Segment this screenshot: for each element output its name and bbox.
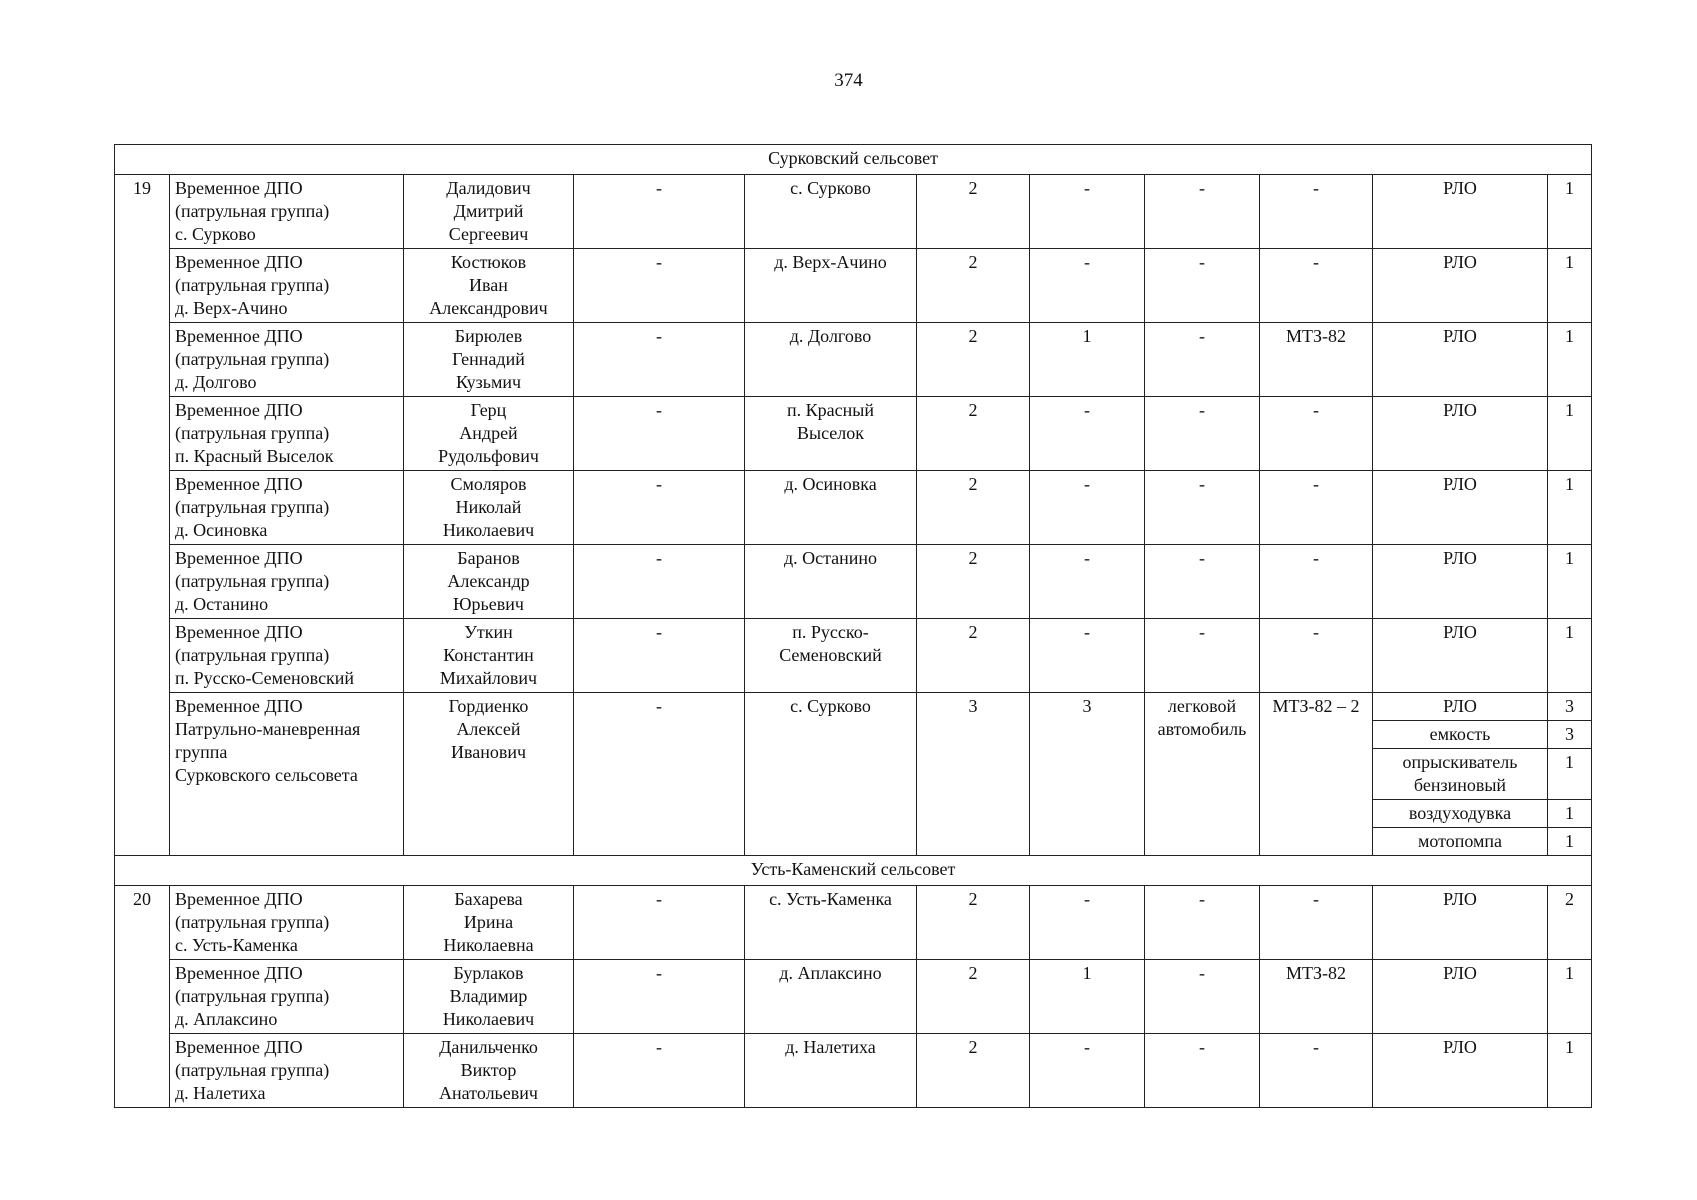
location-cell: д. Налетиха	[745, 1034, 917, 1108]
value-cell: -	[1030, 471, 1145, 545]
value-cell: -	[1030, 397, 1145, 471]
unit-name-cell: Временное ДПО (патрульная группа) с. Сурково	[170, 175, 404, 249]
vehicle-cell: -	[1145, 175, 1260, 249]
vehicle-cell: -	[1145, 960, 1260, 1034]
vehicle-cell: -	[1145, 323, 1260, 397]
head-person-cell: Данильченко Виктор Анатольевич	[404, 1034, 574, 1108]
equipment-count-cell: 2	[1548, 886, 1592, 960]
equipment-item-cell: воздуходувка	[1373, 800, 1548, 828]
unit-name-cell: Временное ДПО (патрульная группа) д. Останино	[170, 545, 404, 619]
head-person-cell: Уткин Константин Михайлович	[404, 619, 574, 693]
table-row	[115, 619, 1592, 693]
equipment-item-cell: РЛО	[1373, 397, 1548, 471]
head-person-cell: Баранов Александр Юрьевич	[404, 545, 574, 619]
personnel-count-cell: 2	[917, 545, 1030, 619]
personnel-count-cell: 2	[917, 397, 1030, 471]
machinery-cell: -	[1260, 471, 1373, 545]
value-cell: -	[574, 471, 745, 545]
value-cell: -	[1030, 249, 1145, 323]
value-cell: -	[1030, 1034, 1145, 1108]
equipment-item-cell: РЛО	[1373, 960, 1548, 1034]
machinery-cell: -	[1260, 886, 1373, 960]
head-person-cell: Бирюлев Геннадий Кузьмич	[404, 323, 574, 397]
equipment-item-cell: РЛО	[1373, 886, 1548, 960]
value-cell: -	[574, 545, 745, 619]
equipment-count-cell: 1	[1548, 323, 1592, 397]
machinery-cell: -	[1260, 397, 1373, 471]
section-title: Усть-Каменский сельсовет	[115, 856, 1592, 886]
head-person-cell: Гордиенко Алексей Иванович	[404, 693, 574, 856]
equipment-count-cell: 1	[1548, 249, 1592, 323]
equipment-item-cell: РЛО	[1373, 249, 1548, 323]
value-cell: -	[574, 397, 745, 471]
unit-name-cell: Временное ДПО (патрульная группа) д. Осиновка	[170, 471, 404, 545]
unit-name-cell: Временное ДПО (патрульная группа) д. Верх-Ачино	[170, 249, 404, 323]
equipment-count-cell: 1	[1548, 828, 1592, 856]
location-cell: д. Аплаксино	[745, 960, 917, 1034]
table-row	[115, 249, 1592, 323]
equipment-item-cell: РЛО	[1373, 175, 1548, 249]
equipment-count-cell: 3	[1548, 693, 1592, 721]
table-row	[115, 175, 1592, 249]
equipment-item-cell: РЛО	[1373, 693, 1548, 721]
location-cell: д. Верх-Ачино	[745, 249, 917, 323]
equipment-item-cell: мотопомпа	[1373, 828, 1548, 856]
personnel-count-cell: 3	[917, 693, 1030, 856]
vehicle-cell: -	[1145, 397, 1260, 471]
value-cell: 1	[1030, 323, 1145, 397]
value-cell: -	[574, 619, 745, 693]
equipment-count-cell: 1	[1548, 545, 1592, 619]
head-person-cell: Костюков Иван Александрович	[404, 249, 574, 323]
location-cell: д. Долгово	[745, 323, 917, 397]
equipment-count-cell: 1	[1548, 749, 1592, 800]
machinery-cell: МТЗ-82	[1260, 323, 1373, 397]
value-cell: 3	[1030, 693, 1145, 856]
equipment-count-cell: 1	[1548, 175, 1592, 249]
table-row	[115, 1034, 1592, 1108]
equipment-count-cell: 1	[1548, 960, 1592, 1034]
personnel-count-cell: 2	[917, 323, 1030, 397]
unit-name-cell: Временное ДПО (патрульная группа) д. Налетиха	[170, 1034, 404, 1108]
equipment-item-cell: опрыскиватель бензиновый	[1373, 749, 1548, 800]
section-header-row	[115, 856, 1592, 886]
value-cell: -	[574, 249, 745, 323]
value-cell: -	[574, 1034, 745, 1108]
machinery-cell: МТЗ-82 – 2	[1260, 693, 1373, 856]
vehicle-cell: -	[1145, 249, 1260, 323]
value-cell: -	[574, 175, 745, 249]
unit-name-cell: Временное ДПО (патрульная группа) с. Усть-Каменка	[170, 886, 404, 960]
head-person-cell: Бахарева Ирина Николаевна	[404, 886, 574, 960]
section-number-cell: 19	[115, 175, 170, 856]
value-cell: -	[1030, 619, 1145, 693]
head-person-cell: Бурлаков Владимир Николаевич	[404, 960, 574, 1034]
vehicle-cell: -	[1145, 619, 1260, 693]
section-header-row	[115, 145, 1592, 175]
equipment-count-cell: 1	[1548, 619, 1592, 693]
personnel-count-cell: 2	[917, 471, 1030, 545]
unit-name-cell: Временное ДПО (патрульная группа) п. Красный Выселок	[170, 397, 404, 471]
equipment-item-cell: РЛО	[1373, 1034, 1548, 1108]
personnel-count-cell: 2	[917, 886, 1030, 960]
equipment-item-cell: РЛО	[1373, 471, 1548, 545]
value-cell: -	[574, 323, 745, 397]
table-row	[115, 545, 1592, 619]
equipment-count-cell: 1	[1548, 800, 1592, 828]
location-cell: с. Усть-Каменка	[745, 886, 917, 960]
vehicle-cell: легковой автомобиль	[1145, 693, 1260, 856]
fire-brigade-table	[114, 144, 1592, 1108]
table-row	[115, 886, 1592, 960]
equipment-item-cell: емкость	[1373, 721, 1548, 749]
table-row	[115, 960, 1592, 1034]
location-cell: п. Русско- Семеновский	[745, 619, 917, 693]
unit-name-cell: Временное ДПО (патрульная группа) д. Аплаксино	[170, 960, 404, 1034]
equipment-count-cell: 3	[1548, 721, 1592, 749]
value-cell: -	[1030, 886, 1145, 960]
equipment-count-cell: 1	[1548, 471, 1592, 545]
equipment-item-cell: РЛО	[1373, 323, 1548, 397]
machinery-cell: -	[1260, 619, 1373, 693]
page-number: 374	[834, 70, 863, 91]
value-cell: -	[574, 693, 745, 856]
unit-name-cell: Временное ДПО (патрульная группа) д. Долгово	[170, 323, 404, 397]
head-person-cell: Смоляров Николай Николаевич	[404, 471, 574, 545]
equipment-item-cell: РЛО	[1373, 545, 1548, 619]
unit-name-cell: Временное ДПО Патрульно-маневренная группа Сурковского сельсовета	[170, 693, 404, 856]
equipment-count-cell: 1	[1548, 397, 1592, 471]
value-cell: -	[1030, 545, 1145, 619]
personnel-count-cell: 2	[917, 249, 1030, 323]
location-cell: д. Останино	[745, 545, 917, 619]
section-number-cell: 20	[115, 886, 170, 1108]
machinery-cell: -	[1260, 249, 1373, 323]
machinery-cell: -	[1260, 545, 1373, 619]
table-row	[115, 397, 1592, 471]
vehicle-cell: -	[1145, 886, 1260, 960]
head-person-cell: Далидович Дмитрий Сергеевич	[404, 175, 574, 249]
personnel-count-cell: 2	[917, 619, 1030, 693]
equipment-count-cell: 1	[1548, 1034, 1592, 1108]
personnel-count-cell: 2	[917, 1034, 1030, 1108]
personnel-count-cell: 2	[917, 175, 1030, 249]
location-cell: с. Сурково	[745, 693, 917, 856]
table-row	[115, 693, 1592, 721]
value-cell: -	[574, 886, 745, 960]
value-cell: 1	[1030, 960, 1145, 1034]
machinery-cell: МТЗ-82	[1260, 960, 1373, 1034]
table-row	[115, 323, 1592, 397]
location-cell: д. Осиновка	[745, 471, 917, 545]
table-row	[115, 471, 1592, 545]
machinery-cell: -	[1260, 1034, 1373, 1108]
head-person-cell: Герц Андрей Рудольфович	[404, 397, 574, 471]
unit-name-cell: Временное ДПО (патрульная группа) п. Русско-Семеновский	[170, 619, 404, 693]
vehicle-cell: -	[1145, 545, 1260, 619]
location-cell: п. Красный Выселок	[745, 397, 917, 471]
section-title: Сурковский сельсовет	[115, 145, 1592, 175]
value-cell: -	[574, 960, 745, 1034]
equipment-item-cell: РЛО	[1373, 619, 1548, 693]
machinery-cell: -	[1260, 175, 1373, 249]
vehicle-cell: -	[1145, 1034, 1260, 1108]
location-cell: с. Сурково	[745, 175, 917, 249]
personnel-count-cell: 2	[917, 960, 1030, 1034]
value-cell: -	[1030, 175, 1145, 249]
vehicle-cell: -	[1145, 471, 1260, 545]
